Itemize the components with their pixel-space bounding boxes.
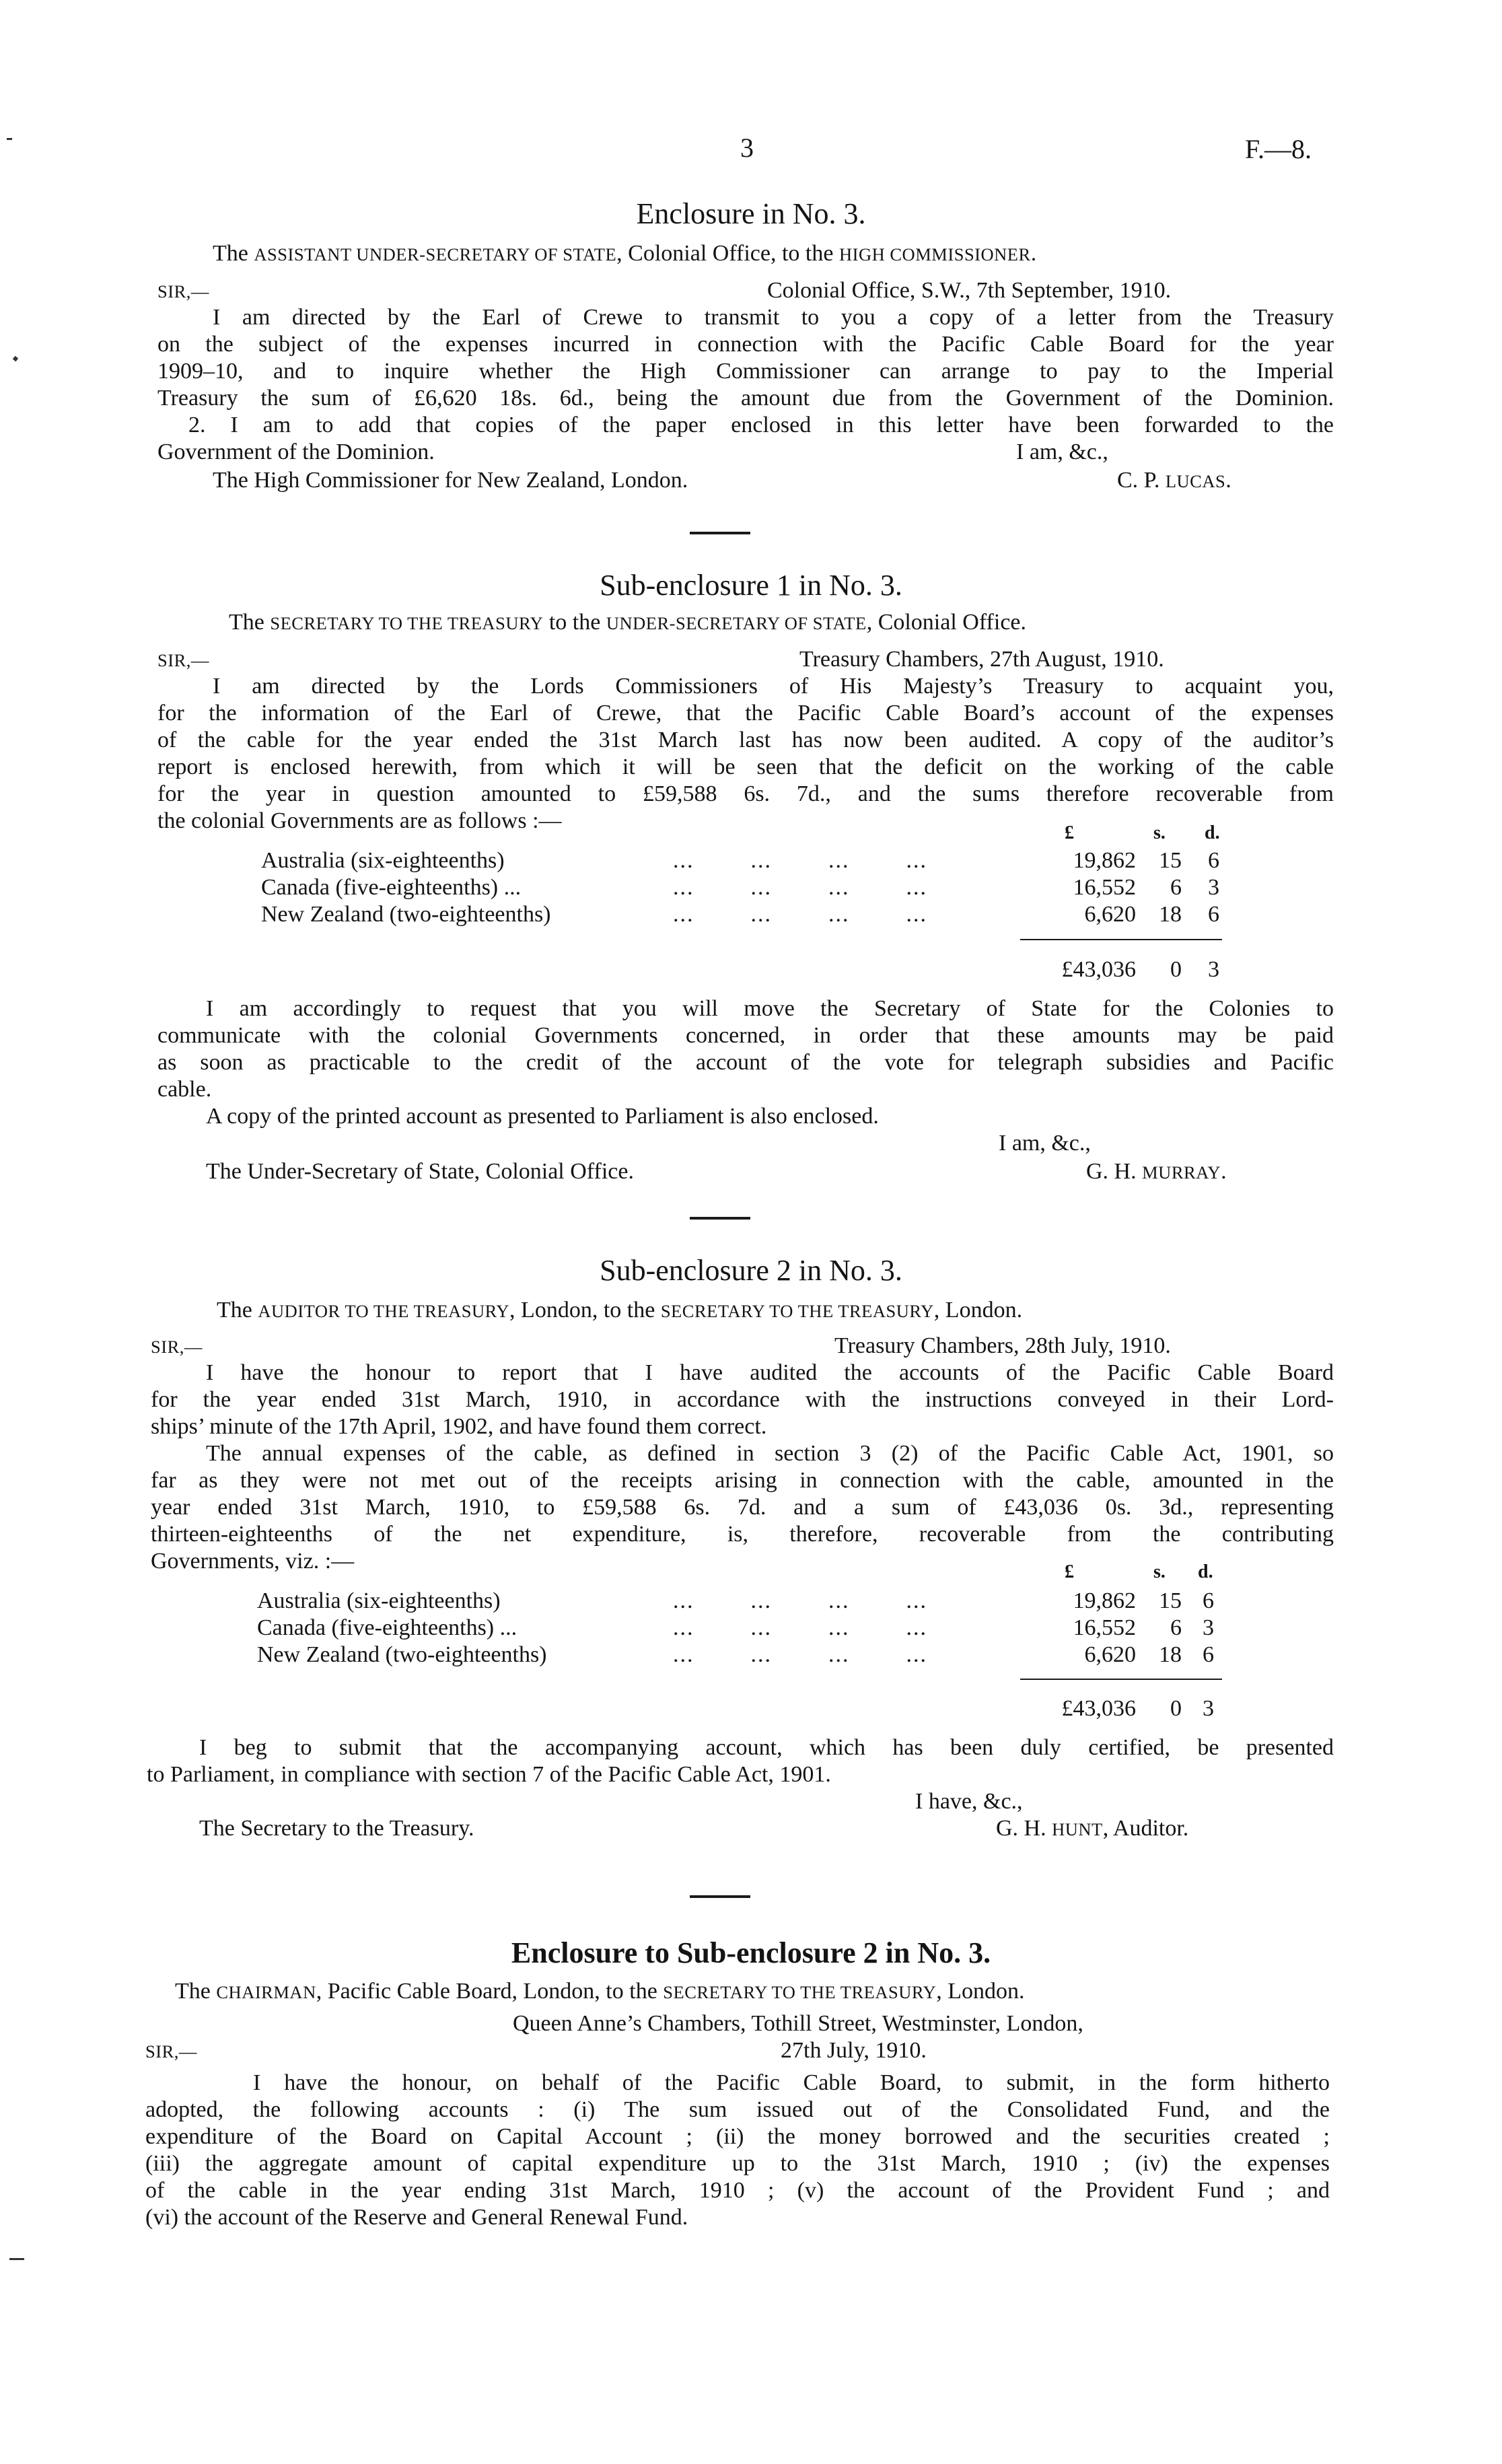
table-1-row-leader: ... ... ... ... xyxy=(673,902,927,927)
table-2-row-pence: 3 xyxy=(1203,1615,1214,1640)
table-1-row-pence: 6 xyxy=(1208,902,1219,927)
table-1-row-label: New Zealand (two-eighteenths) xyxy=(261,902,551,927)
sub-enclosure-2-paragraph-line: ships’ minute of the 17th April, 1902, and have found them correct. xyxy=(151,1414,767,1439)
table-1-row-pence: 3 xyxy=(1208,875,1219,900)
sub-enclosure-2-paragraph-line: Governments, viz. :— xyxy=(151,1549,355,1574)
table-2-shillings-header: s. xyxy=(1153,1561,1166,1582)
section-divider xyxy=(690,1895,750,1898)
document-reference: F.—8. xyxy=(1245,134,1312,164)
sub-enclosure-1-paragraph-line: I am directed by the Lords Commissioners of His Majesty’s Treasury to acquaint you, xyxy=(213,674,1334,699)
table-1-total-rule xyxy=(1020,939,1222,940)
table-2-row-leader: ... ... ... ... xyxy=(673,1588,927,1613)
enclosure-paragraph-line: on the subject of the expenses incurred in connection with the Pacific Cable Board for the year xyxy=(157,332,1334,357)
table-1-row-label: Australia (six-eighteenths) xyxy=(261,848,505,873)
enclosure-paragraph-line: Government of the Dominion. xyxy=(157,439,435,464)
table-2-total-pence: 3 xyxy=(1203,1696,1214,1721)
sub-enclosure-2-from-to: The AUDITOR TO THE TREASURY, London, to the SECRETARY TO THE TREASURY, London. xyxy=(217,1298,1023,1323)
sub-enclosure-2-paragraph-line: I beg to submit that the accompanying account, which has been duly certified, be presented xyxy=(199,1735,1334,1760)
enclosure-paragraph-line: Treasury the sum of £6,620 18s. 6d., being the amount due from the Government of the Dominion. xyxy=(157,386,1334,411)
sub-enclosure-1-paragraph-line: report is enclosed herewith, from which it will be seen that the deficit on the working of the cable xyxy=(157,754,1334,779)
sub-enclosure-1-closing: I am, &c., xyxy=(999,1131,1091,1156)
table-2-row-pounds: 6,620 xyxy=(1084,1642,1136,1667)
table-2-total-rule xyxy=(1020,1679,1222,1680)
section-divider xyxy=(690,1217,750,1220)
table-2-row-leader: ... ... ... ... xyxy=(673,1615,927,1640)
table-2-row-label: Canada (five-eighteenths) ... xyxy=(257,1615,517,1640)
table-1-pence-header: d. xyxy=(1205,822,1220,843)
enclosure-closing: I am, &c., xyxy=(1016,439,1108,464)
table-2-row-shillings: 15 xyxy=(1159,1588,1182,1613)
table-1-row-label: Canada (five-eighteenths) ... xyxy=(261,875,522,900)
sub-enclosure-2-paragraph-line: far as they were not met out of the receipts arising in connection with the cable, amounted in the xyxy=(151,1468,1334,1493)
table-2-row-leader: ... ... ... ... xyxy=(673,1642,927,1667)
sub-enclosure-1-paragraph-line: of the cable for the year ended the 31st March last has now been audited. A copy of the auditor’s xyxy=(157,728,1334,752)
sub-enclosure-2-paragraph-line: thirteen-eighteenths of the net expenditure, is, therefore, recoverable from the contributing xyxy=(151,1522,1334,1547)
sub-enclosure-2-paragraph-line: The annual expenses of the cable, as defined in section 3 (2) of the Pacific Cable Act, 1901, so xyxy=(206,1441,1334,1466)
sub-enclosure-2-paragraph-line: I have the honour to report that I have audited the accounts of the Pacific Cable Board xyxy=(206,1360,1334,1385)
sub-enclosure-1-place-date: Treasury Chambers, 27th August, 1910. xyxy=(799,647,1164,672)
page-number: 3 xyxy=(740,133,754,163)
sub-enclosure-1-paragraph-line: as soon as practicable to the credit of the account of the vote for telegraph subsidies and Pacific xyxy=(157,1050,1334,1075)
table-1-row-leader: ... ... ... ... xyxy=(673,875,927,900)
section-divider xyxy=(690,532,750,534)
table-1-total-pence: 3 xyxy=(1208,957,1219,982)
sub-enclosure-1-salutation: SIR,— xyxy=(157,650,209,670)
table-2-pence-header: d. xyxy=(1198,1561,1213,1582)
sub-enclosure-2-paragraph-line: year ended 31st March, 1910, to £59,588 6s. 7d. and a sum of £43,036 0s. 3d., representing xyxy=(151,1495,1334,1520)
enclosure-to-sub-enclosure-2-paragraph-line: (iii) the aggregate amount of capital expenditure up to the 31st March, 1910 ; (iv) the expenses xyxy=(145,2151,1330,2176)
sub-enclosure-2-paragraph-line: for the year ended 31st March, 1910, in accordance with the instructions conveyed in their Lord- xyxy=(151,1387,1334,1412)
table-1-row-shillings: 15 xyxy=(1159,848,1182,873)
enclosure-to-sub-enclosure-2-paragraph-line: of the cable in the year ending 31st March, 1910 ; (v) the account of the Provident Fund ; and xyxy=(145,2178,1330,2203)
margin-mark xyxy=(9,2258,24,2260)
enclosure-addressee: The High Commissioner for New Zealand, London. xyxy=(213,468,688,493)
sub-enclosure-2-signature: G. H. HUNT, Auditor. xyxy=(996,1816,1189,1841)
table-1-row-shillings: 6 xyxy=(1170,875,1182,900)
enclosure-to-sub-enclosure-2-paragraph-line: adopted, the following accounts : (i) The sum issued out of the Consolidated Fund, and the xyxy=(145,2097,1330,2122)
sub-enclosure-1-from-to: The SECRETARY TO THE TREASURY to the UNDER-SECRETARY OF STATE, Colonial Office. xyxy=(229,610,1027,635)
table-2-pounds-header: £ xyxy=(1065,1561,1074,1582)
table-1-row-pounds: 16,552 xyxy=(1073,875,1136,900)
table-2-total-shillings: 0 xyxy=(1170,1696,1182,1721)
table-2-row-label: Australia (six-eighteenths) xyxy=(257,1588,501,1613)
table-2-row-pounds: 16,552 xyxy=(1073,1615,1136,1640)
table-2-row-pence: 6 xyxy=(1203,1642,1214,1667)
margin-mark xyxy=(13,356,18,361)
sub-enclosure-1-paragraph-line: communicate with the colonial Governments concerned, in order that these amounts may be paid xyxy=(157,1023,1334,1048)
enclosure-to-sub-enclosure-2-address: Queen Anne’s Chambers, Tothill Street, Westminster, London, xyxy=(513,2011,1083,2036)
enclosure-to-sub-enclosure-2-date: 27th July, 1910. xyxy=(781,2038,927,2063)
table-2-total-pounds: £43,036 xyxy=(1061,1696,1136,1721)
enclosure-place-date: Colonial Office, S.W., 7th September, 1910. xyxy=(767,278,1172,303)
enclosure-signature: C. P. LUCAS. xyxy=(1117,468,1231,493)
enclosure-to-sub-enclosure-2-paragraph-line: (vi) the account of the Reserve and General Renewal Fund. xyxy=(145,2205,688,2230)
enclosure-to-sub-enclosure-2-from-to: The CHAIRMAN, Pacific Cable Board, London, to the SECRETARY TO THE TREASURY, London. xyxy=(175,1979,1025,2004)
table-1-shillings-header: s. xyxy=(1153,822,1166,843)
sub-enclosure-2-paragraph-line: to Parliament, in compliance with section 7 of the Pacific Cable Act, 1901. xyxy=(147,1762,831,1787)
enclosure-salutation: SIR,— xyxy=(157,281,209,302)
sub-enclosure-1-addressee: The Under-Secretary of State, Colonial Office. xyxy=(206,1159,634,1184)
margin-mark xyxy=(7,138,12,140)
enclosure-paragraph-line: I am directed by the Earl of Crewe to transmit to you a copy of a letter from the Treasury xyxy=(213,305,1334,330)
enclosure-to-sub-enclosure-2-title: Enclosure to Sub-enclosure 2 in No. 3. xyxy=(511,1936,991,1969)
sub-enclosure-2-closing: I have, &c., xyxy=(915,1789,1023,1814)
enclosure-title: Enclosure in No. 3. xyxy=(636,197,866,230)
sub-enclosure-1-paragraph-line: the colonial Governments are as follows :— xyxy=(157,808,562,833)
table-1-row-leader: ... ... ... ... xyxy=(673,848,927,873)
enclosure-to-sub-enclosure-2-paragraph-line: expenditure of the Board on Capital Account ; (ii) the money borrowed and the securities created ; xyxy=(145,2124,1330,2149)
table-2-row-shillings: 18 xyxy=(1159,1642,1182,1667)
table-2-row-shillings: 6 xyxy=(1170,1615,1182,1640)
sub-enclosure-1-title: Sub-enclosure 1 in No. 3. xyxy=(600,569,902,602)
table-2-row-label: New Zealand (two-eighteenths) xyxy=(257,1642,547,1667)
sub-enclosure-1-paragraph-line: A copy of the printed account as presented to Parliament is also enclosed. xyxy=(206,1104,879,1129)
enclosure-to-sub-enclosure-2-salutation: SIR,— xyxy=(145,2041,197,2062)
sub-enclosure-2-title: Sub-enclosure 2 in No. 3. xyxy=(600,1254,902,1287)
table-1-row-shillings: 18 xyxy=(1159,902,1182,927)
sub-enclosure-1-paragraph-line: for the year in question amounted to £59,588 6s. 7d., and the sums therefore recoverable from xyxy=(157,781,1334,806)
sub-enclosure-2-salutation: SIR,— xyxy=(151,1337,203,1357)
sub-enclosure-1-paragraph-line: cable. xyxy=(157,1077,212,1102)
table-1-row-pounds: 6,620 xyxy=(1084,902,1136,927)
table-1-total-pounds: £43,036 xyxy=(1061,957,1136,982)
sub-enclosure-1-signature: G. H. MURRAY. xyxy=(1086,1159,1227,1184)
enclosure-paragraph-line: 1909–10, and to inquire whether the High Commissioner can arrange to pay to the Imperial xyxy=(157,359,1334,384)
table-2-row-pence: 6 xyxy=(1203,1588,1214,1613)
enclosure-from-to: The ASSISTANT UNDER-SECRETARY OF STATE, Colonial Office, to the HIGH COMMISSIONER. xyxy=(213,241,1037,266)
table-1-pounds-header: £ xyxy=(1065,822,1074,843)
enclosure-to-sub-enclosure-2-paragraph-line: I have the honour, on behalf of the Pacific Cable Board, to submit, in the form hitherto xyxy=(253,2070,1330,2095)
table-2-row-pounds: 19,862 xyxy=(1073,1588,1136,1613)
sub-enclosure-2-addressee: The Secretary to the Treasury. xyxy=(199,1816,474,1841)
table-1-row-pounds: 19,862 xyxy=(1073,848,1136,873)
sub-enclosure-2-place-date: Treasury Chambers, 28th July, 1910. xyxy=(834,1333,1171,1358)
sub-enclosure-1-paragraph-line: I am accordingly to request that you will move the Secretary of State for the Colonies to xyxy=(206,996,1334,1021)
table-1-total-shillings: 0 xyxy=(1170,957,1182,982)
enclosure-paragraph-line: 2. I am to add that copies of the paper enclosed in this letter have been forwarded to the xyxy=(188,413,1334,437)
table-1-row-pence: 6 xyxy=(1208,848,1219,873)
sub-enclosure-1-paragraph-line: for the information of the Earl of Crewe, that the Pacific Cable Board’s account of the expenses xyxy=(157,701,1334,726)
